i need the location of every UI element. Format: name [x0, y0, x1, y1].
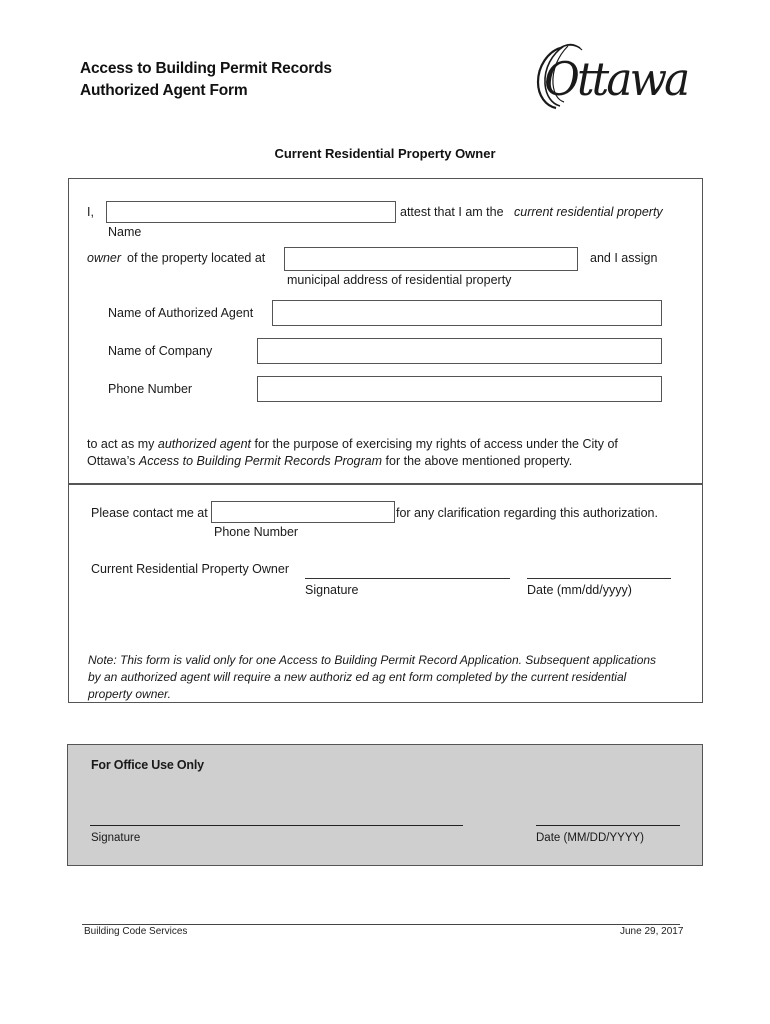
form-title-line1: Access to Building Permit Records: [80, 60, 332, 77]
date-caption: Date (mm/dd/yyyy): [527, 583, 632, 597]
contact-phone-field[interactable]: [211, 501, 395, 523]
property-address-field[interactable]: [284, 247, 578, 271]
agent-phone-field[interactable]: [257, 376, 662, 402]
property-located-text: of the property located at: [127, 251, 266, 265]
office-signature-line[interactable]: [90, 825, 463, 826]
contact-phone-caption: Phone Number: [214, 525, 299, 539]
city-logo: [530, 42, 690, 112]
agent-name-label: Name of Authorized Agent: [108, 306, 254, 320]
note-line1: Note: This form is valid only for one Access to Building Permit Record Application. Subsequent applications: [88, 653, 657, 667]
office-use-title: For Office Use Only: [91, 758, 204, 772]
footer-department: Building Code Services: [84, 926, 188, 937]
section-title: Current Residential Property Owner: [274, 146, 496, 161]
para-line2-pre: Ottawa’s: [87, 454, 136, 468]
owner-date-line[interactable]: [527, 578, 671, 579]
company-name-label: Name of Company: [108, 344, 213, 358]
form-title-line2: Authorized Agent Form: [80, 82, 248, 99]
company-name-field[interactable]: [257, 338, 662, 364]
footer-rule: [82, 924, 680, 925]
contact-post-text: for any clarification regarding this authorization.: [396, 506, 658, 520]
para-pre: to act as my: [87, 437, 155, 451]
contact-label: Please contact me at: [91, 506, 208, 520]
footer-date: June 29, 2017: [620, 926, 684, 937]
para-program-name: Access to Building Permit Records Program: [138, 454, 383, 468]
i-label: I,: [87, 205, 94, 219]
para-authorized-agent: authorized agent: [157, 437, 252, 451]
authorization-paragraph-line1: [87, 436, 618, 453]
signature-caption: Signature: [305, 583, 359, 597]
para-mid: for the purpose of exercising my rights of access under the City of: [254, 437, 618, 451]
logo-wordmark: Ottawa: [544, 52, 688, 106]
assign-text: and I assign: [590, 251, 658, 265]
note-line2: by an authorized agent will require a new authoriz ed ag ent form completed by the current residential: [88, 670, 627, 684]
office-date-line[interactable]: [536, 825, 680, 826]
agent-name-field[interactable]: [272, 300, 662, 326]
name-caption: Name: [108, 225, 142, 239]
owner-signature-label: Current Residential Property Owner: [91, 562, 289, 576]
attest-italic-text: current residential property: [514, 205, 663, 219]
note-line3: property owner.: [88, 687, 171, 701]
office-signature-caption: Signature: [91, 832, 141, 844]
owner-name-field[interactable]: [106, 201, 396, 223]
owner-signature-line[interactable]: [305, 578, 510, 579]
agent-phone-label: Phone Number: [108, 382, 193, 396]
para-line2-post: for the above mentioned property.: [385, 454, 573, 468]
address-caption: municipal address of residential property: [287, 273, 512, 287]
office-date-caption: Date (MM/DD/YYYY): [536, 832, 644, 844]
owner-italic-text: owner: [87, 251, 122, 265]
authorization-paragraph-line2: [87, 453, 572, 470]
attest-text: attest that I am the: [400, 205, 504, 219]
